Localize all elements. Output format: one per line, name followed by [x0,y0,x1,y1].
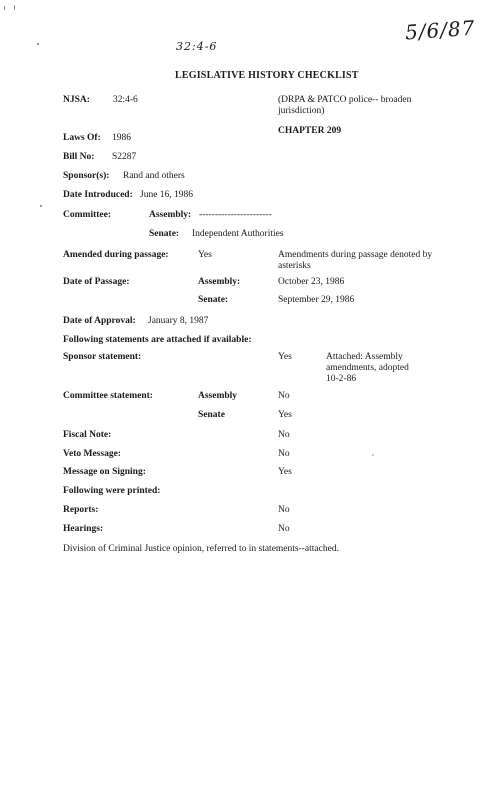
sponsor-statement-value: Yes [278,352,292,362]
njsa-label: NJSA: [63,95,90,105]
date-of-approval-value: January 8, 1987 [148,316,209,326]
laws-of-value: 1986 [112,133,131,143]
footer-note: Division of Criminal Justice opinion, referred to in statements--attached. [63,544,339,554]
committee-statement-senate-value: Yes [278,410,292,420]
veto-message-value: No [278,449,290,459]
hearings-value: No [278,524,290,534]
passage-senate-label: Senate: [198,295,229,305]
scan-speck [4,6,5,10]
reports-value: No [278,505,290,515]
date-of-passage-label: Date of Passage: [63,277,130,287]
committee-label: Committee: [63,210,112,220]
scan-speck [372,454,374,456]
handwritten-date: 5/6/87 [404,15,477,45]
bill-no-label: Bill No: [63,152,95,162]
passage-senate-value: September 29, 1986 [278,295,355,305]
date-introduced-label: Date Introduced: [63,190,133,200]
sponsors-value: Rand and others [123,171,185,181]
fiscal-note-label: Fiscal Note: [63,430,112,440]
passage-assembly-value: October 23, 1986 [278,277,345,287]
amended-note: Amendments during passage denoted by asterisks [278,250,433,271]
attached-heading: Following statements are attached if available: [63,335,252,345]
message-signing-label: Message on Signing: [63,467,146,477]
date-of-approval-label: Date of Approval: [63,316,136,326]
committee-senate-label: Senate: [149,229,180,239]
veto-message-label: Veto Message: [63,449,121,459]
bill-no-value: S2287 [112,152,137,162]
committee-statement-assembly-value: No [278,391,290,401]
committee-statement-label: Committee statement: [63,391,153,401]
scan-speck [14,5,15,10]
chapter-number: CHAPTER 209 [278,126,342,136]
scan-speck [37,43,39,45]
sponsor-statement-label: Sponsor statement: [63,352,142,362]
passage-assembly-label: Assembly: [198,277,241,287]
amended-value: Yes [198,250,212,260]
bill-description: (DRPA & PATCO police-- broaden jurisdiction) [278,95,412,116]
sponsor-statement-note: Attached: Assembly amendments, adopted 10-2-86 [326,352,409,384]
committee-statement-assembly-label: Assembly [198,391,238,401]
handwritten-citation: 32:4-6 [176,40,218,53]
reports-label: Reports: [63,505,99,515]
printed-heading: Following were printed: [63,486,161,496]
committee-assembly-value: ----------------------- [199,210,272,220]
fiscal-note-value: No [278,430,290,440]
committee-statement-senate-label: Senate [198,410,225,420]
hearings-label: Hearings: [63,524,104,534]
laws-of-label: Laws Of: [63,133,101,143]
njsa-value: 32:4-6 [113,95,138,105]
date-introduced-value: June 16, 1986 [140,190,194,200]
scan-speck [40,205,42,207]
sponsors-label: Sponsor(s): [63,171,110,181]
message-signing-value: Yes [278,467,292,477]
committee-senate-value: Independent Authorities [192,229,284,239]
document-title: LEGISLATIVE HISTORY CHECKLIST [175,70,359,81]
amended-label: Amended during passage: [63,250,169,260]
committee-assembly-label: Assembly: [149,210,192,220]
